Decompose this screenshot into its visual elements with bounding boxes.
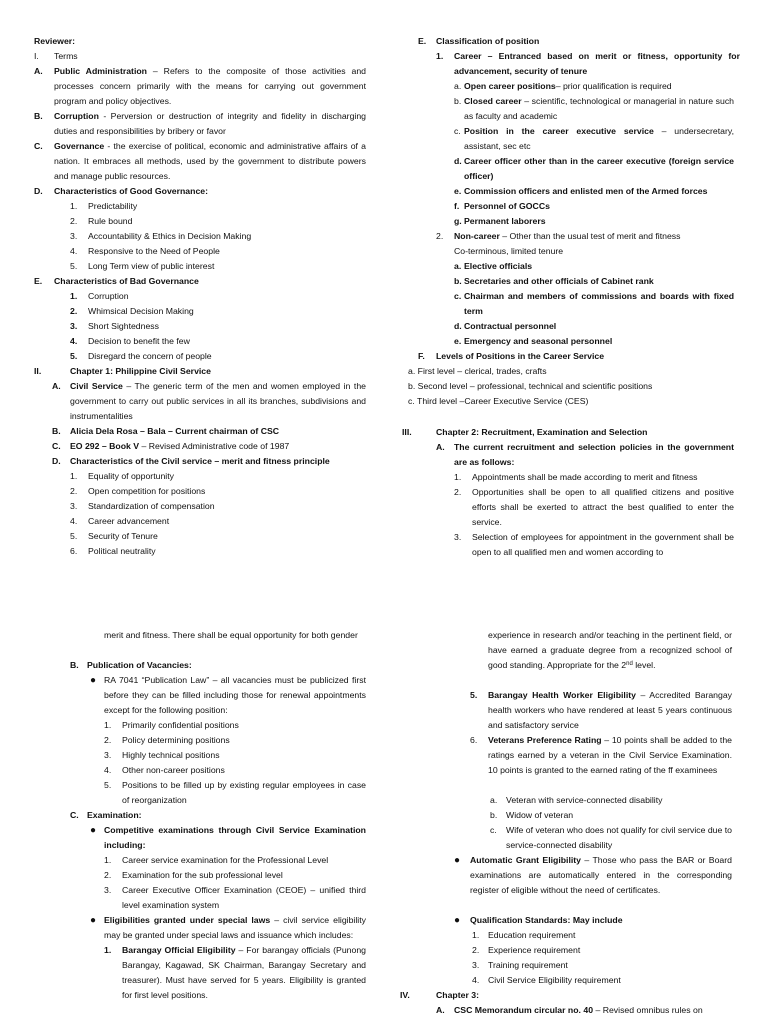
term-corruption: B. Corruption - Perversion or destruction of integrity and fidelity in discharging duties and responsibilities by bribery or favor [34, 111, 366, 136]
non-career-sub-e: e. Emergency and seasonal personnel [454, 336, 613, 346]
list-item: 3. Career Executive Officer Examination (CEOE) – unified third level examination system [104, 885, 366, 910]
list-item: 6. Political neutrality [70, 546, 156, 556]
list-item: 5. Disregard the concern of people [70, 351, 212, 361]
veterans-list [400, 793, 744, 853]
eo-292-line: C. EO 292 – Book V – Revised Administrative code of 1987 [52, 441, 290, 451]
bullet-icon: ● [90, 825, 97, 836]
page2-right-column [400, 628, 744, 1018]
list-item: b. Second level – professional, technical and scientific positions [408, 381, 653, 391]
list-item: 3. Standardization of compensation [70, 501, 215, 511]
term-civil-service: A. Civil Service – The generic term of the men and women employed in the government to carry out public services in all its branches, subdivisions and instrumentalities [52, 381, 366, 421]
career-sub-e: e. Commission officers and enlisted men of the Armed forces [454, 186, 708, 196]
bullet-icon: ● [90, 915, 97, 926]
list-item: 3. Selection of employees for appointment in the government shall be open to all qualified men and women according to [454, 532, 734, 557]
career-sub-f: f. Personnel of GOCCs [454, 201, 550, 211]
list-item: 4. Career advancement [70, 516, 170, 526]
list-item: 2. Policy determining positions [104, 735, 230, 745]
section-ii-heading: II. Chapter 1: Philippine Civil Service [34, 366, 211, 376]
page1-left-column [34, 34, 366, 559]
career-sub-b: b. Closed career – scientific, technological or managerial in nature such as faculty and academic [454, 96, 735, 121]
co-terminous-line: Co-terminous, limited tenure [454, 246, 564, 256]
bad-governance-list [34, 289, 366, 364]
list-item: 2. Whimsical Decision Making [70, 306, 194, 316]
list-item: 1. Primarily confidential positions [104, 720, 239, 730]
section-iii-heading: III. Chapter 2: Recruitment, Examination and Selection [402, 427, 648, 437]
non-career-sub-c: c. Chairman and members of commissions and boards with fixed term [454, 291, 734, 316]
document-page-2 [0, 512, 768, 1024]
barangay-official-eligibility: 1. Barangay Official Eligibility – For barangay officials (Punong Barangay, Kagawad, SK Chairman, Barangay Secretary and treasurer). Must have served for 5 years. Eligibility is granted for first level positions. [104, 945, 366, 1000]
qualification-list [400, 928, 744, 988]
list-item: 2. Open competition for positions [70, 486, 206, 496]
list-item: 1. Corruption [70, 291, 129, 301]
examination-heading: C. Examination: [70, 810, 142, 820]
good-governance-list [34, 199, 366, 274]
list-item: a. First level – clerical, trades, crafts [408, 366, 547, 376]
list-item: 4. Other non-career positions [104, 765, 225, 775]
career-item: 1. Career – Entranced based on merit or fitness, opportunity for advancement, security of tenure [436, 51, 740, 76]
exception-list [70, 718, 366, 808]
page2-left-column [70, 628, 366, 1003]
term-governance: C. Governance - the exercise of political, economic and administrative affairs of a nation. It embraces all methods, used by the government to distribute powers and manage public resources. [34, 141, 366, 181]
bullet-icon: ● [454, 915, 461, 926]
levels-list [408, 364, 740, 409]
list-item: 3. Short Sightedness [70, 321, 159, 331]
reviewer-heading: Reviewer: [34, 36, 76, 46]
publication-law-bullet: ● RA 7041 “Publication Law” – all vacancies must be publicized first before they can be filled including those for renewal appointments except for the following position: [90, 675, 366, 715]
section-i-heading: I. Terms [34, 51, 78, 61]
term-public-administration: A. Public Administration – Refers to the composite of those activities and processes concern primarily with the means for carrying out government program and policy objectives. [34, 66, 366, 106]
csc-memo-line: A. CSC Memorandum circular no. 40 – Revised omnibus rules on [436, 1005, 703, 1015]
bhw-eligibility: 5. Barangay Health Worker Eligibility – Accredited Barangay health workers who have rendered at least 5 years continuous and satisfactory service [470, 690, 733, 730]
list-item: 3. Highly technical positions [104, 750, 220, 760]
career-sub-g: g. Permanent laborers [454, 216, 546, 226]
list-item: 5. Long Term view of public interest [70, 261, 215, 271]
list-item: 1. Equality of opportunity [70, 471, 174, 481]
publication-heading: B. Publication of Vacancies: [70, 660, 192, 670]
list-item: 5. Positions to be filled up by existing regular employees in case of reorganization [104, 780, 366, 805]
special-laws-bullet: ● Eligibilities granted under special laws – civil service eligibility may be granted under special laws and issuance which includes: [90, 915, 366, 940]
page1-right-column [402, 34, 740, 560]
list-item: b. Widow of veteran [490, 810, 574, 820]
career-sub-d: d. Career officer other than in the career executive (foreign service officer) [454, 156, 734, 181]
non-career-sub-a: a. Elective officials [454, 261, 533, 271]
competitive-exams-bullet: ● Competitive examinations through Civil Service Examination including: [90, 825, 366, 850]
career-sub-c: c. Position in the career executive service – undersecretary, assistant, sec etc [454, 126, 734, 151]
exams-list [70, 853, 366, 913]
policies-heading: A. The current recruitment and selection policies in the government are as follows: [436, 442, 734, 467]
list-item: 2. Experience requirement [472, 945, 581, 955]
list-item: 4. Civil Service Eligibility requirement [472, 975, 621, 985]
list-item: 1. Predictability [70, 201, 138, 211]
continued-text: experience in research and/or teaching in the pertinent field, or have earned a graduate degree from a recognized school of good standing. Appropriate for the 2nd level. [488, 630, 732, 670]
good-governance-heading: D. Characteristics of Good Governance: [34, 186, 209, 196]
list-item: 1. Education requirement [472, 930, 576, 940]
non-career-sub-d: d. Contractual personnel [454, 321, 557, 331]
list-item: 2. Opportunities shall be open to all qualified citizens and positive efforts shall be exerted to attract the best qualified to enter the service. [454, 487, 734, 527]
career-sub-a: a. Open career positions– prior qualification is required [454, 81, 672, 91]
continued-text: merit and fitness. There shall be equal opportunity for both gender [104, 630, 358, 640]
bullet-icon: ● [454, 855, 461, 866]
list-item: 4. Responsive to the Need of People [70, 246, 220, 256]
classification-heading: E. Classification of position [418, 36, 540, 46]
list-item: 1. Appointments shall be made according to merit and fitness [454, 472, 698, 482]
list-item: 5. Security of Tenure [70, 531, 158, 541]
section-iv-heading: IV. Chapter 3: [400, 990, 479, 1000]
bullet-icon: ● [90, 675, 97, 686]
list-item: 3. Accountability & Ethics in Decision Making [70, 231, 252, 241]
civil-service-characteristics-heading: D. Characteristics of the Civil service – merit and fitness principle [52, 456, 330, 466]
list-item: 2. Rule bound [70, 216, 133, 226]
automatic-grant-bullet: ● Automatic Grant Eligibility – Those who pass the BAR or Board examinations are automatically entered in the corresponding register of eligible without the need of certificates. [454, 855, 732, 895]
list-item: 3. Training requirement [472, 960, 568, 970]
csc-chairman-line: B. Alicia Dela Rosa – Bala – Current chairman of CSC [52, 426, 280, 436]
list-item: c. Wife of veteran who does not qualify for civil service due to service-connected disability [490, 825, 732, 850]
qualification-bullet: ● Qualification Standards: May include [454, 915, 623, 926]
non-career-sub-b: b. Secretaries and other officials of Cabinet rank [454, 276, 654, 286]
list-item: c. Third level –Career Executive Service (CES) [408, 396, 589, 406]
veterans-rating: 6. Veterans Preference Rating – 10 points shall be added to the ratings earned by a veteran in the Civil Service Examination. 10 points is granted to the earned rating of the ff examinees [470, 735, 732, 775]
list-item: a. Veteran with service-connected disability [490, 795, 663, 805]
list-item: 1. Career service examination for the Professional Level [104, 855, 329, 865]
non-career-item: 2. Non-career – Other than the usual test of merit and fitness [436, 231, 681, 241]
levels-heading: F. Levels of Positions in the Career Service [418, 351, 605, 361]
bad-governance-heading: E. Characteristics of Bad Governance [34, 276, 199, 286]
list-item: 2. Examination for the sub professional level [104, 870, 283, 880]
list-item: 4. Decision to benefit the few [70, 336, 190, 346]
